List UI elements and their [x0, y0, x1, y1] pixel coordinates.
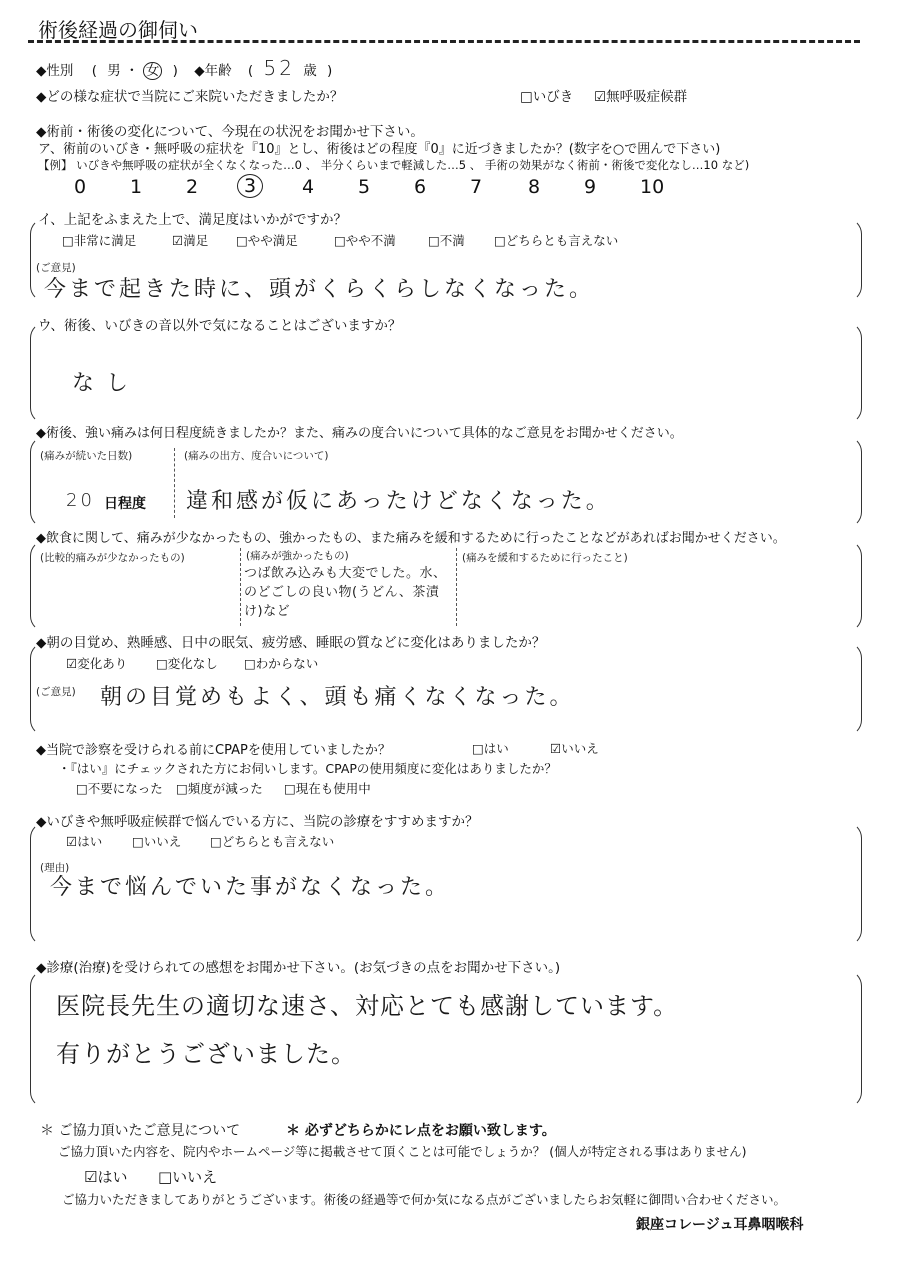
footer-heading-b: ＊ 必ずどちらかにレ点をお願い致します。: [286, 1123, 556, 1139]
age-label: ◆年齢: [194, 63, 232, 79]
symptom-opt-snore[interactable]: □いびき: [520, 89, 574, 105]
symptom-question: ◆どの様な症状で当院にご来院いただきましたか？: [36, 89, 344, 105]
impression-line-2[interactable]: 有りがとうございました。: [56, 1040, 356, 1068]
food-divider-1: [240, 548, 241, 626]
scale-option-9[interactable]: 9: [584, 176, 597, 198]
food-strong-label: (痛みが強かったもの): [246, 550, 349, 562]
sleep-option-1[interactable]: □変化なし: [156, 656, 218, 671]
satisfaction-opinion[interactable]: 今まで起きた時に、頭がくらくらしなくなった。: [44, 277, 595, 302]
cpap-opt-no[interactable]: ☑いいえ: [550, 741, 599, 756]
food-question: ◆飲食に関して、痛みが少なかったもの、強かったもの、また痛みを緩和するために行ったことなどがあればお聞かせください。: [36, 531, 786, 546]
recommend-option-1[interactable]: □いいえ: [132, 834, 182, 849]
profile-row: [36, 56, 332, 80]
sleep-opinion-label: (ご意見): [36, 686, 76, 698]
satisfaction-option-5[interactable]: □どちらとも言えない: [494, 233, 619, 248]
symptom-opt-apnea[interactable]: ☑無呼吸症候群: [594, 89, 688, 105]
satisfaction-option-1[interactable]: ☑満足: [172, 233, 209, 248]
pain-divider: [174, 448, 175, 518]
impression-question: ◆診療(治療)を受けられての感想をお聞かせ下さい。(お気づきの点をお聞かせ下さい。): [36, 960, 561, 976]
cpap-follow-option-2[interactable]: □現在も使用中: [284, 781, 371, 796]
gender-male[interactable]: 男: [107, 63, 121, 79]
impression-line-1[interactable]: 医院長先生の適切な速さ、対応とても感謝しています。: [56, 992, 679, 1020]
scale-option-7[interactable]: 7: [470, 176, 483, 198]
gender-dot: ・: [125, 63, 139, 79]
gender-close: ): [172, 63, 178, 79]
recommend-question: ◆いびきや無呼吸症候群で悩んでいる方に、当院の診療をすすめますか？: [36, 814, 479, 830]
recommend-option-2[interactable]: □どちらとも言えない: [210, 834, 335, 849]
age-open: (: [247, 63, 254, 79]
footer-opt-no[interactable]: □いいえ: [158, 1168, 218, 1186]
scale-option-10[interactable]: 10: [640, 176, 665, 198]
satisfaction-option-4[interactable]: □不満: [428, 233, 465, 248]
cpap-follow-option-1[interactable]: □頻度が減った: [176, 781, 263, 796]
age-unit: 歳: [303, 63, 317, 79]
scale-option-5[interactable]: 5: [358, 176, 371, 198]
hospital-name: 銀座コレージュ耳鼻咽喉科: [636, 1217, 804, 1233]
other-answer[interactable]: なし: [72, 371, 141, 396]
footer-thanks: ご協力いただきましてありがとうございます。術後の経過等で何か気になる点がございましたらお気軽に御問い合わせください。: [62, 1192, 787, 1207]
recommend-reason[interactable]: 今まで悩んでいた事がなくなった。: [50, 875, 451, 900]
footer-heading-a: ＊ ご協力頂いたご意見について: [40, 1123, 241, 1139]
sleep-option-0[interactable]: ☑変化あり: [66, 656, 128, 671]
change-example: 【例】 いびきや無呼吸の症状が全くなくなった…0 、 半分くらいまで軽減した…5 、 手術の効果がなく術前・術後で変化なし…10 など): [38, 158, 750, 172]
food-less-label: (比較的痛みが少なかったもの): [40, 552, 185, 564]
pain-days-value[interactable]: 20: [66, 490, 95, 511]
cpap-question: ◆当院で診察を受けられる前にCPAPを使用していましたか？: [36, 743, 391, 758]
pain-question: ◆術後、強い痛みは何日程度続きましたか？また、痛みの度合いについて具体的なご意見をお聞かせください。: [36, 426, 683, 441]
change-question-a: ア、術前のいびき・無呼吸の症状を『10』とし、術後はどの程度『0』に近づきましたか？(数字を○で囲んで下さい): [38, 142, 721, 157]
cpap-opt-yes[interactable]: □はい: [472, 741, 509, 756]
gender-open: (: [91, 63, 97, 79]
scale-option-2[interactable]: 2: [186, 176, 199, 198]
satisfaction-option-2[interactable]: □やや満足: [236, 233, 298, 248]
cpap-follow-question: ・『はい』にチェックされた方にお伺いします。CPAPの使用頻度に変化はありましたか？: [58, 761, 557, 776]
sleep-option-2[interactable]: □わからない: [244, 656, 319, 671]
food-divider-2: [456, 548, 457, 626]
satisfaction-option-3[interactable]: □やや不満: [334, 233, 396, 248]
other-question: ウ、術後、いびきの音以外で気になることはございますか？: [38, 318, 402, 334]
recommend-option-0[interactable]: ☑はい: [66, 834, 103, 849]
pain-days-unit: 日程度: [104, 496, 146, 512]
scale-option-6[interactable]: 6: [414, 176, 427, 198]
scale-option-3[interactable]: 3: [237, 174, 263, 198]
age-close: ): [327, 63, 333, 79]
cpap-follow-option-0[interactable]: □不要になった: [76, 781, 163, 796]
sleep-opinion[interactable]: 朝の目覚めもよく、頭も痛くなくなった。: [100, 685, 575, 710]
sleep-question: ◆朝の目覚め、熟睡感、日中の眠気、疲労感、睡眠の質などに変化はありましたか？: [36, 635, 546, 651]
satisfaction-question: イ、上記をふまえた上で、満足度はいかがですか？: [38, 212, 348, 228]
title-divider: [28, 40, 860, 43]
gender-label: ◆性別: [36, 63, 74, 79]
scale-option-4[interactable]: 4: [302, 176, 315, 198]
scale-option-8[interactable]: 8: [528, 176, 541, 198]
gender-female-circled[interactable]: 女: [143, 62, 163, 80]
pain-degree-label: (痛みの出方、度合いについて): [184, 450, 329, 462]
footer-opt-yes[interactable]: ☑はい: [84, 1168, 128, 1186]
scale-option-1[interactable]: 1: [130, 176, 143, 198]
other-box: [30, 322, 862, 424]
satisfaction-opinion-label: (ご意見): [36, 262, 76, 274]
change-header: ◆術前・術後の変化について、今現在の状況をお聞かせ下さい。: [36, 124, 424, 140]
scale-option-0[interactable]: 0: [74, 176, 87, 198]
age-value[interactable]: 52: [263, 56, 295, 80]
recommend-reason-label: (理由): [40, 862, 70, 874]
satisfaction-option-0[interactable]: □非常に満足: [62, 233, 137, 248]
food-relief-label: (痛みを緩和するために行ったこと): [462, 552, 628, 564]
food-strong-answer[interactable]: つば飲み込みも大変でした。水、のどごしの良い物(うどん、茶漬け)など: [244, 566, 447, 619]
footer-permission: ご協力頂いた内容を、院内やホームページ等に掲載させて頂くことは可能でしょうか？ (個人が特定される事はありません): [58, 1144, 747, 1159]
pain-degree-answer[interactable]: 違和感が仮にあったけどなくなった。: [186, 489, 611, 514]
pain-days-label: (痛みが続いた日数): [40, 450, 133, 462]
page-title: 術後経過の御伺い: [38, 18, 198, 42]
